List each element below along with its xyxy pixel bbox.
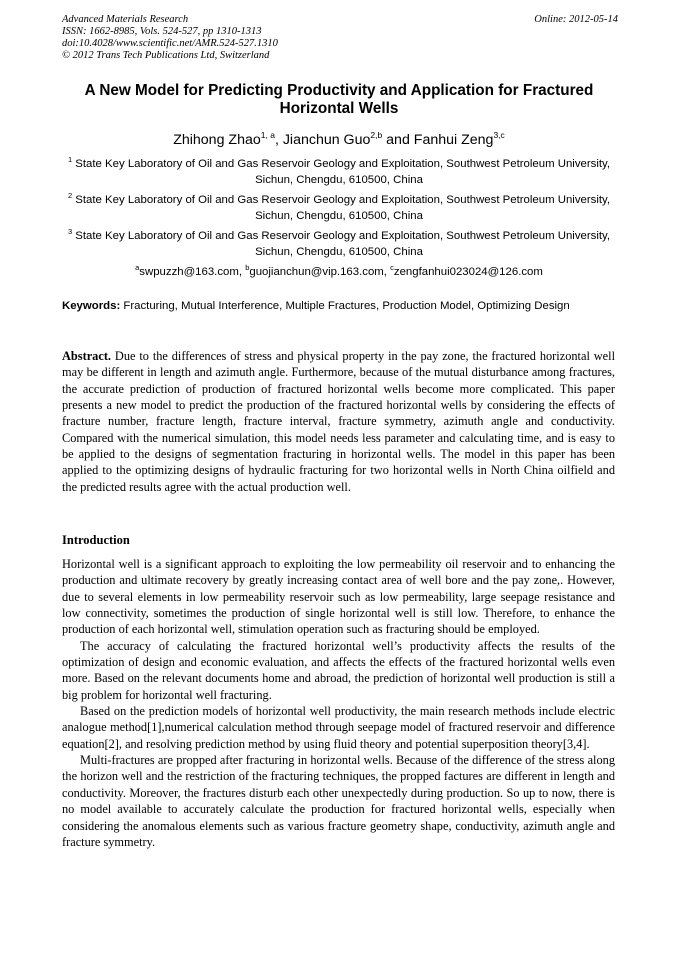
- journal-name: Advanced Materials Research: [62, 14, 189, 25]
- affiliation-text: State Key Laboratory of Oil and Gas Reservoir Geology and Exploitation, Southwest Petroleum University, Sichun, Chengdu, 610500, China: [75, 230, 611, 258]
- paragraph: Horizontal well is a significant approach to exploiting the low permeability oil reservoir and to enhancing the production and ultimate recovery by greatly increasing contact area of well bore and the pay zone,. However, due to several elements in low permeability reservoir such as low permeability, large seepage resistance and low connectivity, sometimes the production of single horizontal well is still low. Therefore, to enhance the production of each horizontal well, stimulation operation such as fracturing should be employed.: [62, 557, 615, 637]
- affiliation-number: 2: [67, 191, 73, 200]
- email-address: zengfanhui023024@126.com: [393, 266, 543, 278]
- affiliation-text: State Key Laboratory of Oil and Gas Reservoir Geology and Exploitation, Southwest Petroleum University, Sichun, Chengdu, 610500, China: [75, 194, 611, 222]
- author-emails: [62, 264, 616, 280]
- author-list: [62, 131, 616, 149]
- author-separator: and: [382, 132, 414, 148]
- journal-header: [62, 14, 618, 62]
- affiliation-number: 1: [67, 155, 73, 164]
- author-name: Jianchun Guo: [282, 132, 371, 148]
- copyright-line: © 2012 Trans Tech Publications Ltd, Switzerland: [62, 50, 270, 61]
- keywords-label: Keywords:: [62, 300, 121, 312]
- email-address: guojianchun@vip.163.com,: [249, 266, 391, 278]
- affiliation-3: [62, 228, 616, 260]
- author-separator: ,: [274, 132, 283, 148]
- author-affiliation-marker: 1, a: [260, 130, 275, 140]
- author-name: Zhihong Zhao: [173, 132, 261, 148]
- affiliation-2: [62, 192, 616, 224]
- affiliation-number: 3: [67, 227, 73, 236]
- author-affiliation-marker: 2,b: [370, 130, 383, 140]
- abstract: [62, 348, 615, 495]
- author-affiliation-marker: 3,c: [493, 130, 505, 140]
- email-marker: c: [390, 263, 394, 272]
- keywords-text: Fracturing, Mutual Interference, Multiple Fractures, Production Model, Optimizing Design: [120, 300, 570, 312]
- issn-line: ISSN: 1662-8985, Vols. 524-527, pp 1310-1313: [62, 26, 262, 37]
- online-date: Online: 2012-05-14: [534, 14, 618, 25]
- affiliation-text: State Key Laboratory of Oil and Gas Reservoir Geology and Exploitation, Southwest Petroleum University, Sichun, Chengdu, 610500, China: [75, 158, 611, 186]
- paragraph: Multi-fractures are propped after fracturing in horizontal wells. Because of the difference of the stress along the horizon well and the restriction of the fracturing techniques, the propped factures are different in length and conductivity. Moreover, the fractures disturb each other unexpectedly during production. So up to now, there is no model available to accurately calculate the production for fractured horizontal wells, especially when considering the anomalous elements such as various fracture geometry shape, conductivity, azimuth angle and fracture symmetry.: [62, 753, 615, 849]
- affiliation-1: [62, 156, 616, 188]
- paper-title: A New Model for Predicting Productivity and Application for Fractured Horizontal Wells: [84, 82, 594, 117]
- abstract-text: Due to the differences of stress and physical property in the pay zone, the fractured horizontal well may be different in length and azimuth angle. Furthermore, because of the mutual disturbance among fractures, the accurate prediction of production of fractured horizontal wells become more complicated. This paper presents a new model to predict the production of the fractured horizontal wells by considering the effects of fracture number, fracture length, fracture interval, fracture symmetry, azimuth angle and conductivity. Compared with the numerical simulation, this model needs less parameter and calculating time, and is easy to be applied to the designs of segmentation fracturing in horizontal wells. The model in this paper has been applied to the optimizing designs of hydraulic fracturing for two horizontal wells in North China oilfield and the predicted results agree with the actual production well.: [62, 349, 615, 494]
- abstract-label: Abstract.: [62, 349, 112, 363]
- paragraph: The accuracy of calculating the fractured horizontal well’s productivity affects the results of the optimization of design and economic evaluation, and affects the effects of the fractured horizontal wells even more. Based on the relevant documents home and abroad, the prediction of horizontal well production is still a big problem for horizontal well fracturing.: [62, 638, 615, 702]
- author-name: Fanhui Zeng: [413, 132, 494, 148]
- email-marker: a: [135, 263, 140, 272]
- email-address: swpuzzh@163.com,: [139, 266, 246, 278]
- introduction-body: [62, 556, 615, 850]
- doi-line: doi:10.4028/www.scientific.net/AMR.524-527.1310: [62, 38, 278, 49]
- email-marker: b: [245, 263, 250, 272]
- section-heading-introduction: Introduction: [62, 533, 130, 547]
- keywords: [62, 298, 615, 314]
- paragraph: Based on the prediction models of horizontal well productivity, the main research methods include electric analogue method[1],numerical calculation method through seepage model of fractured reservoir and difference equation[2], and resolving prediction method by using fluid theory and potential superposition theory[3,4].: [62, 704, 615, 751]
